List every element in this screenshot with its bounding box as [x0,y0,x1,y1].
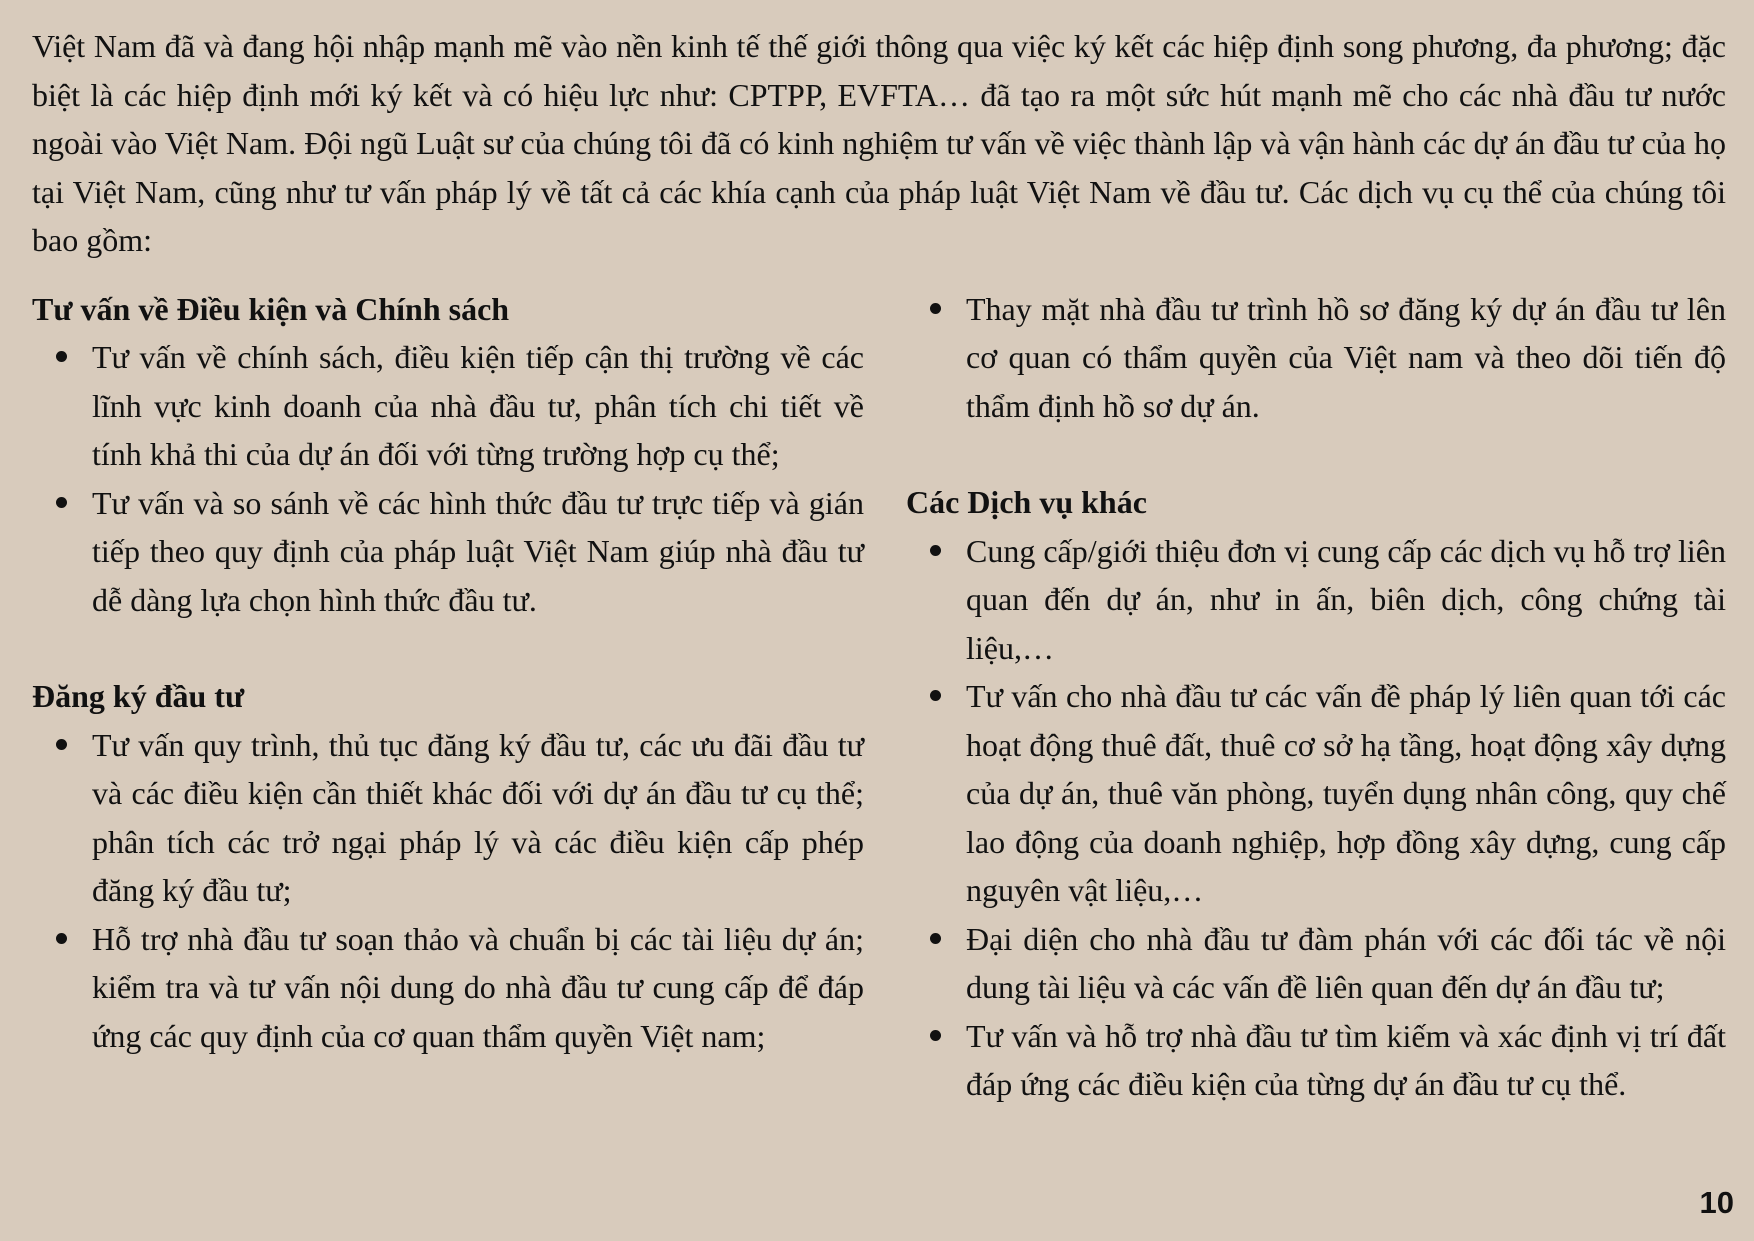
list-item [32,721,864,915]
bullet-icon [56,497,67,508]
left-column [32,285,864,1109]
bullet-icon [930,933,941,944]
bullet-icon [930,1030,941,1041]
section-spacer [906,430,1726,478]
list-item [32,915,864,1061]
bullet-icon [930,303,941,314]
list-item [906,915,1726,1012]
list-item [906,672,1726,915]
list-item-text: Tư vấn và so sánh về các hình thức đầu tư trực tiếp và gián tiếp theo quy định của pháp luật Việt Nam giúp nhà đầu tư dễ dàng lựa chọn hình thức đầu tư. [92,484,864,618]
section-heading-other-services: Các Dịch vụ khác [906,484,1147,520]
intro-paragraph: Việt Nam đã và đang hội nhập mạnh mẽ vào nền kinh tế thế giới thông qua việc ký kết các hiệp định song phương, đa phương; đặc biệt là các hiệp định mới ký kết và có hiệu lực như: CPTPP, EVFTA… đã tạo ra một sức hút mạnh mẽ cho các nhà đầu tư nước ngoài vào Việt Nam. Đội ngũ Luật sư của chúng tôi đã có kinh nghiệm tư vấn về việc thành lập và vận hành các dự án đầu tư của họ tại Việt Nam, cũng như tư vấn pháp lý về tất cả các khía cạnh của pháp luật Việt Nam về đầu tư. Các dịch vụ cụ thể của chúng tôi bao gồm: [32,28,1726,258]
list-item-text: Tư vấn quy trình, thủ tục đăng ký đầu tư, các ưu đãi đầu tư và các điều kiện cần thiết khác đối với dự án đầu tư cụ thể; phân tích các trở ngại pháp lý và các điều kiện cấp phép đăng ký đầu tư; [92,726,864,908]
bullet-icon [56,933,67,944]
section-spacer [32,624,864,672]
right-column [906,285,1726,1109]
document-page [32,22,1726,1109]
list-item-text: Tư vấn về chính sách, điều kiện tiếp cận thị trường về các lĩnh vực kinh doanh của nhà đầu tư, phân tích chi tiết về tính khả thi của dự án đối với từng trường hợp cụ thể; [92,339,864,472]
list-item-text: Cung cấp/giới thiệu đơn vị cung cấp các dịch vụ hỗ trợ liên quan đến dự án, như in ấn, biên dịch, công chứng tài liệu,… [966,532,1726,666]
investment-registration-list-continued [906,285,1726,431]
section-heading-investment-registration: Đăng ký đầu tư [32,678,245,714]
list-item-text: Thay mặt nhà đầu tư trình hồ sơ đăng ký dự án đầu tư lên cơ quan có thẩm quyền của Việt nam và theo dõi tiến độ thẩm định hồ sơ dự án. [966,290,1726,424]
list-item-text: Tư vấn cho nhà đầu tư các vấn đề pháp lý liên quan tới các hoạt động thuê đất, thuê cơ sở hạ tầng, hoạt động xây dựng của dự án, thuê văn phòng, tuyển dụng nhân công, quy chế lao động của doanh nghiệp, hợp đồng xây dựng, cung cấp nguyên vật liệu,… [966,678,1726,908]
page-number: 10 [1699,1185,1734,1220]
other-services-list [906,527,1726,1109]
list-item-text: Hỗ trợ nhà đầu tư soạn thảo và chuẩn bị các tài liệu dự án; kiểm tra và tư vấn nội dung do nhà đầu tư cung cấp để đáp ứng các quy định của cơ quan thẩm quyền Việt nam; [92,920,864,1054]
bullet-icon [930,545,941,556]
conditions-policies-list [32,333,864,624]
investment-registration-list [32,721,864,1061]
bullet-icon [930,690,941,701]
list-item [906,1012,1726,1109]
list-item-text: Đại diện cho nhà đầu tư đàm phán với các đối tác về nội dung tài liệu và các vấn đề liên quan đến dự án đầu tư; [966,920,1726,1005]
list-item [32,333,864,479]
bullet-icon [56,351,67,362]
list-item [906,285,1726,431]
list-item-text: Tư vấn và hỗ trợ nhà đầu tư tìm kiếm và xác định vị trí đất đáp ứng các điều kiện của từng dự án đầu tư cụ thể. [966,1017,1726,1102]
list-item [32,479,864,625]
list-item [906,527,1726,673]
bullet-icon [56,739,67,750]
section-heading-conditions-policies: Tư vấn về Điều kiện và Chính sách [32,290,510,327]
two-column-body [32,285,1726,1109]
